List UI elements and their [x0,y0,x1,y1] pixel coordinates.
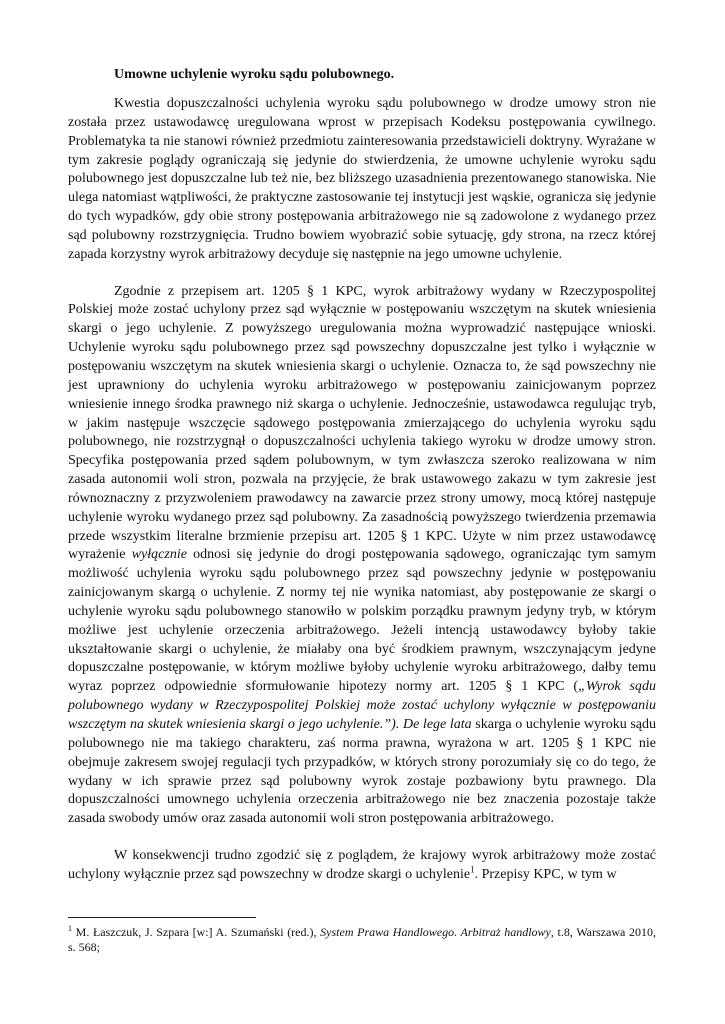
paragraph-2-italic-quote: „Wyrok sądu polubownego wydany w Rzeczypospolitej Polskiej może zostać uchylony wyłącznie w postępowaniu wszczętym na skutek wniesienia skargi o jego uchylenie.”). De lege lata [68,679,656,732]
paragraph-1: Kwestia dopuszczalności uchylenia wyroku sądu polubownego w drodze umowy stron nie została przez ustawodawcę uregulowana wprost w przepisach Kodeksu postępowania cywilnego. Problematyka ta nie stanowi również przedmiotu zainteresowania przedstawicieli doktryny. Wyrażane w tym zakresie poglądy ograniczają się jedynie do stwierdzenia, że umowne uchylenie wyroku sądu polubownego jest dopuszczalne lub też nie, bez bliższego uzasadnienia prezentowanego stanowiska. Nie ulega natomiast wątpliwości, że praktyczne zastosowanie tej instytucji jest wąskie, ogranicza się jedynie do tych wypadków, gdy obie strony postępowania arbitrażowego nie są zadowolone z wydanego przez sąd polubowny rozstrzygnięcia. Trudno bowiem wyobrazić sobie sytuację, gdy strona, na rzecz której zapada korzystny wyrok arbitrażowy decyduje się następnie na jego umowne uchylenie. [68,96,656,262]
footnote-details: , t.8, Warszawa 2010, s. 568; [68,925,656,954]
footnote-work-title: System Prawa Handlowego. Arbitraż handlowy [320,925,551,939]
document-title: Umowne uchylenie wyroku sądu polubownego. [114,67,395,82]
footnote-authors: M. Łaszczuk, J. Szpara [w:] A. Szumański (red.), [72,925,321,939]
document-page [68,66,656,885]
paragraph-2-italic-term: wyłącznie [131,547,187,563]
paragraph-3 [68,847,656,885]
footnote-number: 1 [68,924,72,933]
footnote-separator [68,917,256,918]
paragraph-2 [68,283,656,829]
paragraph-3-text-a: W konsekwencji trudno zgodzić się z poglądem, że krajowy wyrok arbitrażowy może zostać uchylony wyłącznie przez sąd powszechny w drodze skargi o uchylenie [68,848,656,882]
paragraph-2-text-c: skarga o uchylenie wyroku sądu polubownego nie ma takiego charakteru, zaś norma prawna, wyrażona w art. 1205 § 1 KPC nie obejmuje zakresem swojej regulacji tych przypadków, w których strony porozumiały się co do tego, że wydany w ich sprawie przez sąd polubowny wyrok zostaje pozbawiony bytu prawnego. Dla dopuszczalności umownego uchylenia orzeczenia arbitrażowego nie bez znaczenia pozostaje także zasada swobody umów oraz zasada autonomii woli stron postępowania arbitrażowego. [68,717,657,827]
footnotes-section [68,917,656,955]
paragraph-3-text-b: . Przepisy KPC, w tym w [474,866,617,882]
paragraph-2-text-a: Zgodnie z przepisem art. 1205 § 1 KPC, wyrok arbitrażowy wydany w Rzeczypospolitej Polskiej może zostać uchylony przez sąd wyłącznie w postępowaniu wszczętym na skutek wniesienia skargi o jego uchylenie. Z powyższego uregulowania można wyprowadzić następujące wnioski. Uchylenie wyroku sądu polubownego przez sąd powszechny dopuszczalne jest tylko i wyłącznie w postępowaniu wszczętym na skutek wniesienia skargi o uchylenie. Oznacza to, że sąd powszechny nie jest uprawniony do uchylenia wyroku arbitrażowego w postępowaniu zainicjowanym poprzez wniesienie innego środka prawnego niż skarga o uchylenie. Jednocześnie, ustawodawca regulując tryb, w jakim następuje wszczęcie sądowego postępowania zmierzającego do uchylenia wyroku sądu polubownego, nie rozstrzygnął o dopuszczalności uchylenia takiego wyroku w drodze umowy stron. Specyfika postępowania przed sądem polubownym, w tym zwłaszcza szeroko realizowana w nim zasada autonomii woli stron, pozwala na przyjęcie, że brak ustawowego zakazu w tym zakresie jest równoznaczny z przyzwoleniem prawodawcy na zawarcie przez strony umowy, mocą której następuje uchylenie wyroku wydanego przez sąd polubowny. Za zasadnością powyższego twierdzenia przemawia przede wszystkim literalne brzmienie przepisu art. 1205 § 1 KPC. Użyte w nim przez ustawodawcę wyrażenie [68,283,656,563]
paragraph-2-text-b: odnosi się jedynie do drogi postępowania sądowego, ograniczając tym samym możliwość uchylenia wyroku sądu polubownego przez sąd powszechny jedynie w postępowaniu zainicjowanym skargą o uchylenie. Z normy tej nie wynika natomiast, aby postępowanie ze skargi o uchylenie wyroku sądu polubownego stanowiło w polskim porządku prawnym jedyny tryb, w którym możliwe jest uchylenie orzeczenia arbitrażowego. Jeżeli intencją ustawodawcy byłoby takie ukształtowanie skargi o uchylenie, że miałaby ona być środkiem prawnym, wszczynającym jedyne dopuszczalne postępowanie, w którym możliwe byłoby uchylenie wyroku arbitrażowego, dałby temu wyraz poprzez odpowiednie sformułowanie hipotezy normy art. 1205 § 1 KPC ( [68,547,656,695]
footnote-reference[interactable]: 1 [470,864,475,875]
footnote-1 [68,925,656,955]
